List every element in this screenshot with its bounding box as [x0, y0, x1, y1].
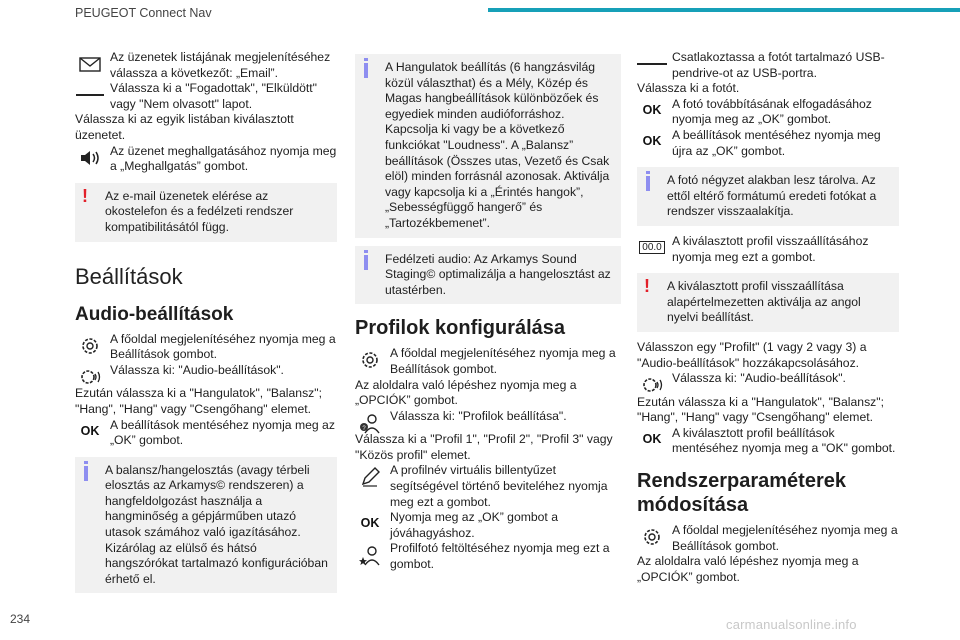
- instruction-row: [75, 81, 337, 112]
- paragraph: Ezután válassza ki a "Hangulatok", "Balansz"; "Hang", "Hang" vagy "Csengőhang" elemet.: [637, 394, 884, 425]
- instruction-text: A főoldal megjelenítéséhez nyomja meg a Beállítások gombot.: [390, 346, 616, 376]
- profile-photo-icon: [355, 542, 385, 568]
- paragraph: Az aloldalra való lépéshez nyomja meg a „OPCIÓK” gombot.: [637, 554, 859, 584]
- paragraph: Az aloldalra való lépéshez nyomja meg a „OPCIÓK” gombot.: [355, 377, 577, 408]
- info-box: [355, 54, 621, 238]
- svg-text:?: ?: [362, 425, 366, 432]
- instruction-text: A főoldal megjelenítéséhez nyomja meg a Beállítások gombot.: [110, 331, 336, 362]
- column-3: [637, 50, 899, 585]
- audio-settings-icon: [637, 372, 667, 398]
- info-icon: [364, 63, 368, 78]
- instruction-row: [75, 363, 337, 379]
- reset-icon: [637, 235, 667, 261]
- instruction-row: [637, 97, 899, 128]
- info-icon: [646, 176, 650, 191]
- warning-icon: !: [644, 276, 650, 297]
- audio-settings-icon: [75, 364, 105, 390]
- info-box: [355, 246, 621, 305]
- gear-icon: [75, 333, 105, 359]
- instruction-row: [75, 418, 337, 449]
- instruction-text: Válassza ki: "Audio-beállítások".: [672, 371, 846, 386]
- instruction-text: Válassza ki: "Audio-beállítások".: [110, 362, 284, 377]
- warning-icon: !: [82, 185, 88, 206]
- section-title: Beállítások: [75, 263, 183, 289]
- instruction-row: [637, 128, 899, 159]
- instruction-row: [355, 346, 621, 377]
- info-box: [75, 457, 337, 594]
- pencil-icon: [355, 464, 385, 490]
- instruction-row: [355, 408, 621, 432]
- instruction-row: [355, 463, 621, 510]
- speaker-icon: [75, 145, 105, 171]
- profile-settings-icon: [355, 410, 385, 436]
- ok-icon: OK: [642, 102, 662, 117]
- paragraph: Válassza ki a "Profil 1", "Profil 2", "Profil 3" vagy "Közös profil" elemet.: [355, 432, 613, 462]
- gear-icon: [637, 524, 667, 550]
- instruction-text: Válassza ki a "Fogadottak", "Elküldött" vagy "Nem olvasott" lapot.: [110, 81, 317, 111]
- instruction-row: [637, 523, 899, 554]
- subsection-title: Profilok konfigurálása: [355, 317, 566, 340]
- instruction-row: [75, 332, 337, 363]
- instruction-row: [637, 426, 899, 457]
- ok-icon: OK: [642, 432, 662, 447]
- warning-box: [75, 183, 337, 242]
- instruction-row: [355, 541, 621, 572]
- paragraph: Válassza ki az egyik listában kiválasztott üzenetet.: [75, 112, 294, 142]
- info-icon: [84, 466, 88, 481]
- warning-text: A kiválasztott profil visszaállítása alapértelmezetten aktiválja az angol nyelvi beállítást.: [667, 279, 861, 325]
- subsection-title: Rendszerparaméterek módosítása: [637, 470, 846, 517]
- instruction-text: Az üzenetek listájának megjelenítéséhez válassza a következőt: „Email”.: [110, 50, 331, 80]
- instruction-row: [75, 50, 337, 81]
- running-header: PEUGEOT Connect Nav: [75, 6, 212, 20]
- paragraph: Válassza ki a fotót.: [637, 81, 740, 96]
- paragraph: Ezután válassza ki a "Hangulatok", "Balansz"; "Hang", "Hang" vagy "Csengőhang" elemet.: [75, 386, 322, 416]
- instruction-text: Profilfotó feltöltéséhez nyomja meg ezt a gombot.: [390, 541, 610, 572]
- warning-box: [637, 273, 899, 332]
- info-text: A balansz/hangelosztás (avagy térbeli elosztás az Arkamys© rendszeren) a hangfeldolgozást használja a hangminőség a gépjárműben utazó utasok számához való igazításához. Kizárólag az elülső és hátsó hangszórókat tartalmazó konfigurációban érhető el.: [105, 462, 328, 586]
- watermark: carmanualsonline.info: [726, 617, 857, 632]
- instruction-text: Nyomja meg az „OK” gombot a jóváhagyáshoz.: [390, 510, 558, 540]
- usb-icon: [637, 51, 667, 77]
- header-accent-bar: [488, 8, 960, 12]
- instruction-text: Csatlakoztassa a fotót tartalmazó USB-pendrive-ot az USB-portra.: [672, 50, 885, 80]
- info-text: A fotó négyzet alakban lesz tárolva. Az ettől eltérő formátumú eredeti fotókat a rendszer visszaalakítja.: [667, 173, 877, 219]
- instruction-row: [637, 50, 899, 81]
- gear-icon: [355, 347, 385, 373]
- instruction-row: [637, 234, 899, 265]
- info-text: A Hangulatok beállítás (6 hangzásvilág közül választhat) és a Mély, Közép és Magas hangbeállítások különbözőek és egyediek minden audióforráshoz. Kapcsolja ki vagy be a következő funkciókat "Loudness". A „Balansz” beállítások (Összes utas, Vezető és Csak elöl) minden forrásnál azonosak. Aktiválja vagy kapcsolja ki a „Érintés hangok”, „Sebességfüggő hangerő” és „Tartozékbemenet”.: [385, 60, 610, 230]
- ok-icon: OK: [360, 516, 380, 531]
- instruction-row: [637, 371, 899, 387]
- instruction-row: [75, 144, 337, 175]
- column-2: [355, 50, 621, 573]
- instruction-text: A kiválasztott profil beállítások mentéséhez nyomja meg a "OK" gombot.: [672, 425, 896, 456]
- instruction-text: Válassza ki: "Profilok beállítása".: [390, 408, 567, 423]
- envelope-icon: [75, 51, 105, 77]
- instruction-text: A beállítások mentéséhez nyomja meg újra az „OK” gombot.: [672, 127, 881, 158]
- instruction-text: Az üzenet meghallgatásához nyomja meg a „Meghallgatás” gombot.: [110, 143, 337, 174]
- info-box: [637, 167, 899, 226]
- ok-icon: OK: [80, 423, 100, 438]
- instruction-text: A profilnév virtuális billentyűzet segítségével történő beviteléhez nyomja meg ezt a gombot.: [390, 463, 608, 509]
- instruction-text: A kiválasztott profil visszaállításához nyomja meg ezt a gombot.: [672, 233, 869, 264]
- warning-text: Az e-mail üzenetek elérése az okostelefon és a fedélzeti rendszer kompatibilitásától függ.: [105, 188, 294, 234]
- reset-tag: 00.0: [639, 241, 664, 254]
- instruction-row: [355, 510, 621, 541]
- column-1: [75, 50, 337, 601]
- paragraph: Válasszon egy "Profilt" (1 vagy 2 vagy 3) a "Audio-beállítások" hozzákapcsolásához.: [637, 339, 867, 370]
- subsection-title: Audio-beállítások: [75, 303, 234, 325]
- info-icon: [364, 255, 368, 270]
- tab-icon: [75, 82, 105, 108]
- page-number: 234: [10, 612, 31, 626]
- instruction-text: A fotó továbbításának elfogadásához nyomja meg az „OK” gombot.: [672, 96, 872, 127]
- ok-icon: OK: [642, 134, 662, 149]
- instruction-text: A főoldal megjelenítéséhez nyomja meg a Beállítások gombot.: [672, 523, 898, 553]
- instruction-text: A beállítások mentéséhez nyomja meg az „OK” gombot.: [110, 417, 335, 448]
- info-text: Fedélzeti audio: Az Arkamys Sound Staging© optimalizálja a hangelosztást az utastérben.: [385, 251, 611, 297]
